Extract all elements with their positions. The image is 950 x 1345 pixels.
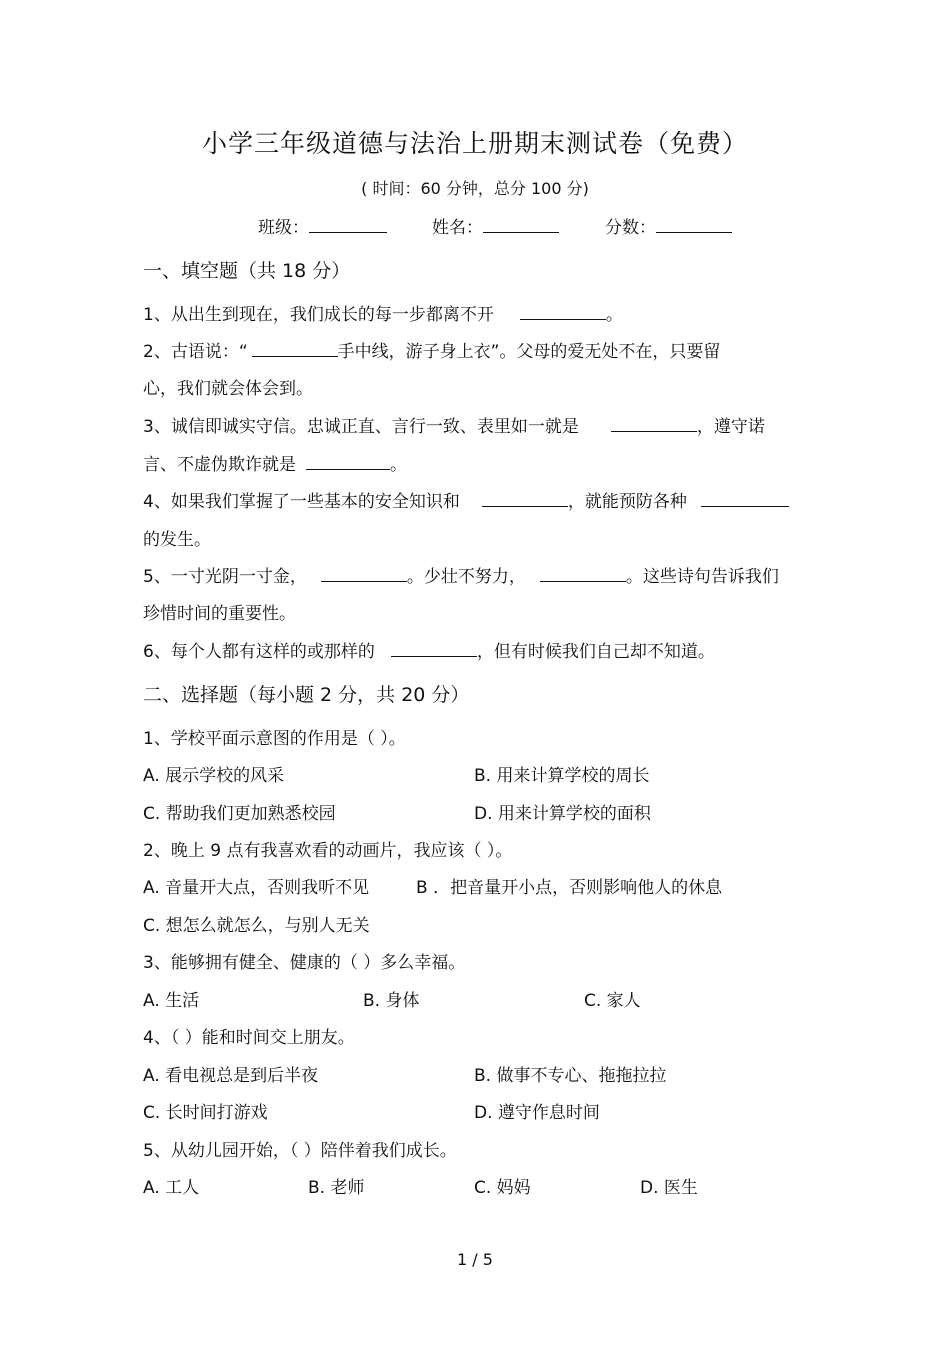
fill-question-1	[143, 300, 623, 325]
choice-question-4-stem: 4、（ ）能和时间交上朋友。	[143, 1028, 355, 1048]
choice-option-c: C. 妈妈	[474, 1178, 531, 1198]
question-text: ，就能预防各种	[567, 492, 687, 512]
choice-question-5-stem: 5、从幼儿园开始，（ ）陪伴着我们成长。	[143, 1141, 457, 1161]
question-text: 2、古语说：“	[143, 342, 248, 362]
exam-info: ( 时间：60 分钟，总分 100 分)	[361, 179, 589, 198]
name-label: 姓名：	[432, 218, 483, 238]
name-blank	[483, 216, 559, 233]
answer-blank	[482, 490, 568, 507]
fill-question-5	[143, 562, 779, 587]
question-text: ，但有时候我们自己却不知道。	[476, 642, 715, 662]
class-blank	[309, 216, 387, 233]
question-text: 1、从出生到现在，我们成长的每一步都离不开	[143, 305, 494, 325]
class-field	[258, 213, 387, 238]
choice-option-c: C. 帮助我们更加熟悉校园	[143, 804, 336, 824]
choice-option-a: A. 看电视总是到后半夜	[143, 1066, 319, 1086]
page-title: 小学三年级道德与法治上册期末测试卷（免费）	[201, 129, 748, 158]
choice-option-b: B. 老师	[308, 1178, 365, 1198]
answer-blank	[540, 565, 626, 582]
choice-option-a: A. 展示学校的风采	[143, 766, 285, 786]
choice-option-a: A. 音量开大点，否则我听不见	[143, 878, 370, 898]
answer-blank	[252, 340, 338, 357]
choice-option-b: B ．把音量开小点，否则影响他人的休息	[416, 878, 723, 898]
question-text: ，遵守诺	[696, 417, 765, 437]
choice-option-b: B. 身体	[363, 991, 420, 1011]
choice-option-b: B. 用来计算学校的周长	[474, 766, 650, 786]
score-label: 分数：	[605, 218, 656, 238]
choice-question-2-stem: 2、晚上 9 点有我喜欢看的动画片，我应该（ ）。	[143, 841, 513, 861]
answer-blank	[306, 453, 390, 470]
choice-question-1-stem: 1、学校平面示意图的作用是（ ）。	[143, 729, 406, 749]
question-text: 5、一寸光阴一寸金，	[143, 567, 307, 587]
choice-option-d: D. 医生	[640, 1178, 698, 1198]
question-text: 。	[605, 305, 623, 325]
choice-option-c: C. 家人	[584, 991, 641, 1011]
choice-option-d: D. 用来计算学校的面积	[474, 804, 651, 824]
answer-blank	[701, 490, 789, 507]
fill-question-4	[143, 487, 789, 512]
fill-question-6	[143, 637, 715, 662]
score-field	[605, 213, 732, 238]
section-heading-fill-blank: 一、填空题（共 18 分）	[143, 260, 351, 282]
question-text: 手中线，游子身上衣”。父母的爱无处不在，只要留	[337, 342, 721, 362]
score-blank	[656, 216, 732, 233]
name-field	[432, 213, 559, 238]
answer-blank	[611, 415, 697, 432]
fill-question-3	[143, 412, 765, 437]
class-label: 班级：	[258, 218, 309, 238]
choice-question-3-stem: 3、能够拥有健全、健康的（ ）多么幸福。	[143, 953, 466, 973]
question-text: 言、不虚伪欺诈就是	[143, 455, 296, 475]
section-heading-choice: 二、选择题（每小题 2 分，共 20 分）	[143, 684, 470, 706]
fill-question-5-cont: 珍惜时间的重要性。	[143, 604, 296, 624]
fill-question-2	[143, 337, 720, 362]
fill-question-4-cont: 的发生。	[143, 530, 211, 550]
choice-option-a: A. 生活	[143, 991, 200, 1011]
question-text: 。	[390, 455, 407, 475]
fill-question-3-cont	[143, 450, 407, 475]
question-text: 6、每个人都有这样的或那样的	[143, 642, 375, 662]
choice-option-d: D. 遵守作息时间	[474, 1103, 600, 1123]
choice-option-a: A. 工人	[143, 1178, 200, 1198]
question-text: 3、诚信即诚实守信。忠诚正直、言行一致、表里如一就是	[143, 417, 579, 437]
answer-blank	[391, 640, 477, 657]
answer-blank	[321, 565, 407, 582]
question-text: 。少壮不努力，	[406, 567, 526, 587]
choice-option-c: C. 想怎么就怎么，与别人无关	[143, 916, 370, 936]
question-text: 4、如果我们掌握了一些基本的安全知识和	[143, 492, 460, 512]
choice-option-c: C. 长时间打游戏	[143, 1103, 268, 1123]
answer-blank	[520, 303, 606, 320]
fill-question-2-cont: 心，我们就会体会到。	[143, 379, 313, 399]
choice-option-b: B. 做事不专心、拖拖拉拉	[474, 1066, 667, 1086]
page-number: 1 / 5	[457, 1250, 493, 1269]
question-text: 。这些诗句告诉我们	[625, 567, 779, 587]
